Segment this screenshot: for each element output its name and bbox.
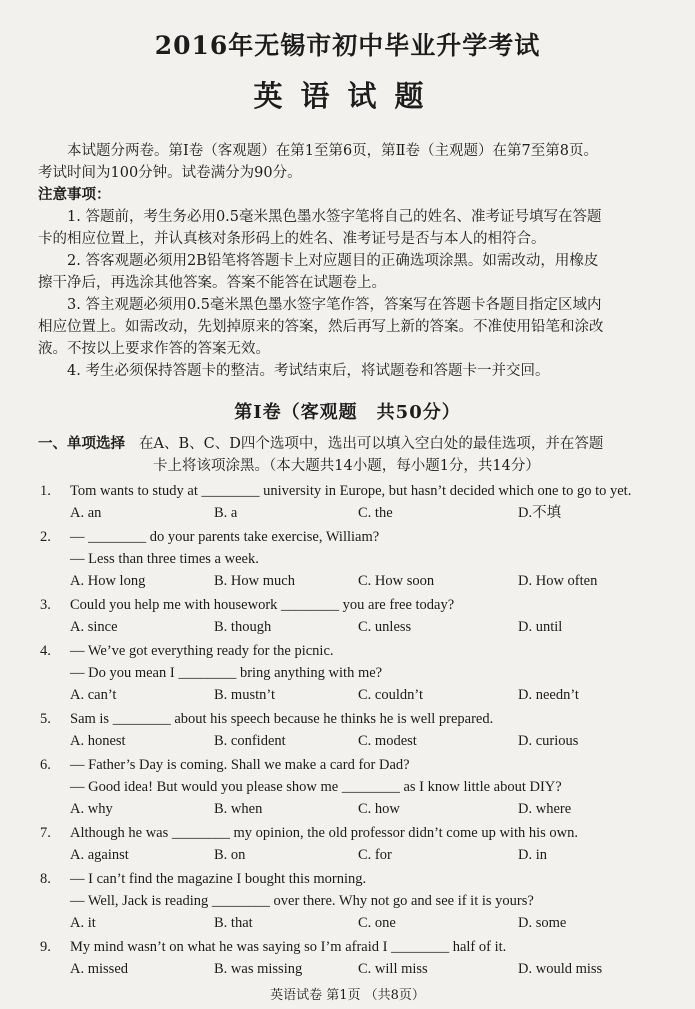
notice-item: 1. 答题前，考生务必用0.5毫米黑色墨水签字笔将自己的姓名、准考证号填写在答题 (67, 209, 602, 225)
question-item (40, 936, 670, 980)
answer-option: B. was missing (214, 961, 303, 977)
question-number: 4. (40, 643, 51, 659)
answer-option: D. in (518, 847, 547, 863)
notice-item: 2. 答客观题必须用2B铅笔将答题卡上对应题目的正确选项涂黑。如需改动，用橡皮 (67, 253, 599, 269)
exam-notice (38, 140, 663, 382)
question-stem: — We’ve got everything ready for the picnic. (70, 643, 334, 659)
answer-option: B. that (214, 915, 253, 931)
section-instruction: 在A、B、C、D四个选项中，选出可以填入空白处的最佳选项，并在答题 (139, 436, 604, 452)
question-number (40, 776, 70, 798)
section-lead: 一、单项选择 (38, 435, 125, 452)
answer-option: C. the (358, 505, 393, 521)
subject-title: 英语试题 (253, 79, 442, 113)
question-stem: — Do you mean I ________ bring anything with me? (70, 665, 383, 681)
question-item (40, 754, 670, 820)
question-number (40, 548, 70, 570)
answer-option: C. one (358, 915, 396, 931)
answer-option: D. would miss (518, 961, 603, 977)
question-stem: Tom wants to study at ________ university in Europe, but hasn’t decided which one to go to yet. (70, 483, 632, 499)
question-stem: — Good idea! But would you please show me ________ as I know little about DIY? (70, 779, 562, 795)
answer-option: D. some (518, 915, 567, 931)
question-stem: Could you help me with housework ________ you are free today? (70, 597, 455, 613)
answer-option: B. on (214, 847, 246, 863)
intro-line: 考试时间为100分钟。试卷满分为90分。 (38, 165, 302, 181)
question-stem: Although he was ________ my opinion, the old professor didn’t come up with his own. (70, 825, 578, 841)
answer-option: D. where (518, 801, 572, 817)
question-number: 9. (40, 939, 51, 955)
question-list (40, 480, 670, 982)
question-stem: Sam is ________ about his speech because he thinks he is well prepared. (70, 711, 494, 727)
intro-line: 本试题分两卷。第Ⅰ卷（客观题）在第1至第6页，第Ⅱ卷（主观题）在第7至第8页。 (67, 143, 598, 159)
answer-option: C. How soon (358, 573, 435, 589)
question-stem: — Less than three times a week. (70, 551, 259, 567)
answer-option: A. it (70, 915, 96, 931)
question-item (40, 708, 670, 752)
notice-item: 擦干净后，再选涂其他答案。答案不能答在试题卷上。 (38, 275, 386, 291)
answer-option: A. missed (70, 961, 128, 977)
exam-title: 2016年无锡市初中毕业升学考试 (154, 31, 541, 60)
question-number: 7. (40, 825, 51, 841)
answer-option: C. couldn’t (358, 687, 423, 703)
question-number: 5. (40, 711, 51, 727)
question-item (40, 822, 670, 866)
section-instruction: 卡上将该项涂黑。（本大题共14小题，每小题1分，共14分） (153, 458, 540, 474)
answer-option: A. against (70, 847, 129, 863)
answer-option: C. will miss (358, 961, 428, 977)
notice-item: 3. 答主观题必须用0.5毫米黑色墨水签字笔作答，答案写在答题卡各题目指定区域内 (67, 297, 602, 313)
section-heading (38, 433, 663, 477)
answer-option: C. modest (358, 733, 417, 749)
question-number: 8. (40, 871, 51, 887)
question-item (40, 640, 670, 706)
notice-item: 卡的相应位置上，并认真核对条形码上的姓名、准考证号是否与本人的相符合。 (38, 231, 546, 247)
answer-option: D. until (518, 619, 563, 635)
answer-option: B. when (214, 801, 263, 817)
question-number: 3. (40, 597, 51, 613)
question-stem: — I can’t find the magazine I bought this morning. (70, 871, 367, 887)
notice-item: 液。不按以上要求作答的答案无效。 (38, 341, 270, 357)
answer-option: A. How long (70, 573, 146, 589)
question-stem: — Father’s Day is coming. Shall we make a card for Dad? (70, 757, 410, 773)
answer-option: A. can’t (70, 687, 117, 703)
answer-option: C. for (358, 847, 392, 863)
question-stem: My mind wasn’t on what he was saying so I’m afraid I ________ half of it. (70, 939, 507, 955)
question-item (40, 480, 670, 524)
question-number: 2. (40, 529, 51, 545)
answer-option: D. How often (518, 573, 598, 589)
notice-item: 相应位置上。如需改动，先划掉原来的答案，然后再写上新的答案。不准使用铅笔和涂改 (38, 319, 604, 335)
answer-option: C. how (358, 801, 400, 817)
answer-option: B. confident (214, 733, 286, 749)
question-stem: — ________ do your parents take exercise, William? (70, 529, 380, 545)
answer-option: D. needn’t (518, 687, 579, 703)
question-item (40, 868, 670, 934)
question-number: 1. (40, 483, 51, 499)
part-title: 第Ⅰ卷（客观题 共50分） (234, 402, 461, 423)
question-number: 6. (40, 757, 51, 773)
question-number (40, 890, 70, 912)
answer-option: A. honest (70, 733, 126, 749)
answer-option: A. why (70, 801, 113, 817)
answer-option: C. unless (358, 619, 412, 635)
question-item (40, 526, 670, 592)
answer-option: D. curious (518, 733, 579, 749)
answer-option: B. a (214, 505, 238, 521)
answer-option: B. mustn’t (214, 687, 275, 703)
answer-option: A. an (70, 505, 102, 521)
question-stem: — Well, Jack is reading ________ over there. Why not go and see if it is yours? (70, 893, 534, 909)
answer-option: B. though (214, 619, 272, 635)
notice-heading: 注意事项： (38, 186, 111, 203)
answer-option: D.不填 (518, 505, 562, 521)
question-number (40, 662, 70, 684)
question-item (40, 594, 670, 638)
answer-option: B. How much (214, 573, 295, 589)
notice-item: 4. 考生必须保持答题卡的整洁。考试结束后，将试题卷和答题卡一并交回。 (67, 363, 550, 379)
answer-option: A. since (70, 619, 118, 635)
page-footer: 英语试卷 第1页 （共8页） (270, 988, 425, 1003)
